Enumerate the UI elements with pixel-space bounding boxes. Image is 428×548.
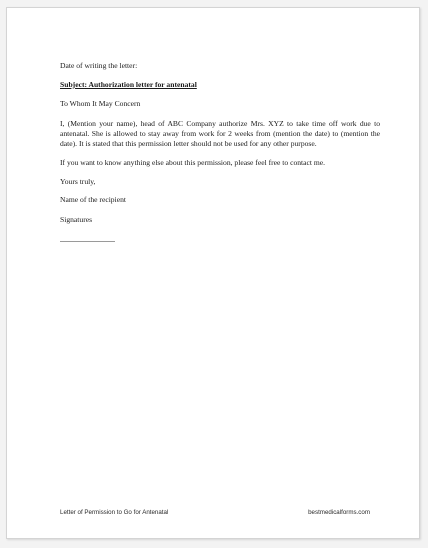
- salutation: To Whom It May Concern: [60, 99, 141, 108]
- body-paragraph-2: If you want to know anything else about this permission, please feel free to contact me.: [60, 158, 326, 167]
- closing: Yours truly,: [60, 177, 96, 186]
- signatures-label: Signatures: [60, 215, 93, 224]
- footer-title: Letter of Permission to Go for Antenatal: [60, 509, 169, 516]
- body-paragraph-1: I, (Mention your name), head of ABC Company authorize Mrs. XYZ to take time off work due to antenatal. She is allowed to stay away from work for 2 weeks from (mention the date) to (mention the date). It is stated that this permission letter should not be used for any other purpose.: [60, 119, 380, 148]
- document-page: [6, 7, 420, 539]
- signature-line: [60, 235, 115, 242]
- letter-subject: Subject: Authorization letter for antenatal: [60, 80, 197, 89]
- recipient-name: Name of the recipient: [60, 195, 126, 204]
- date-label: Date of writing the letter:: [60, 61, 138, 70]
- footer-website: bestmedicalforms.com: [308, 509, 370, 516]
- page-footer: [60, 509, 370, 516]
- letter-body: [60, 61, 380, 242]
